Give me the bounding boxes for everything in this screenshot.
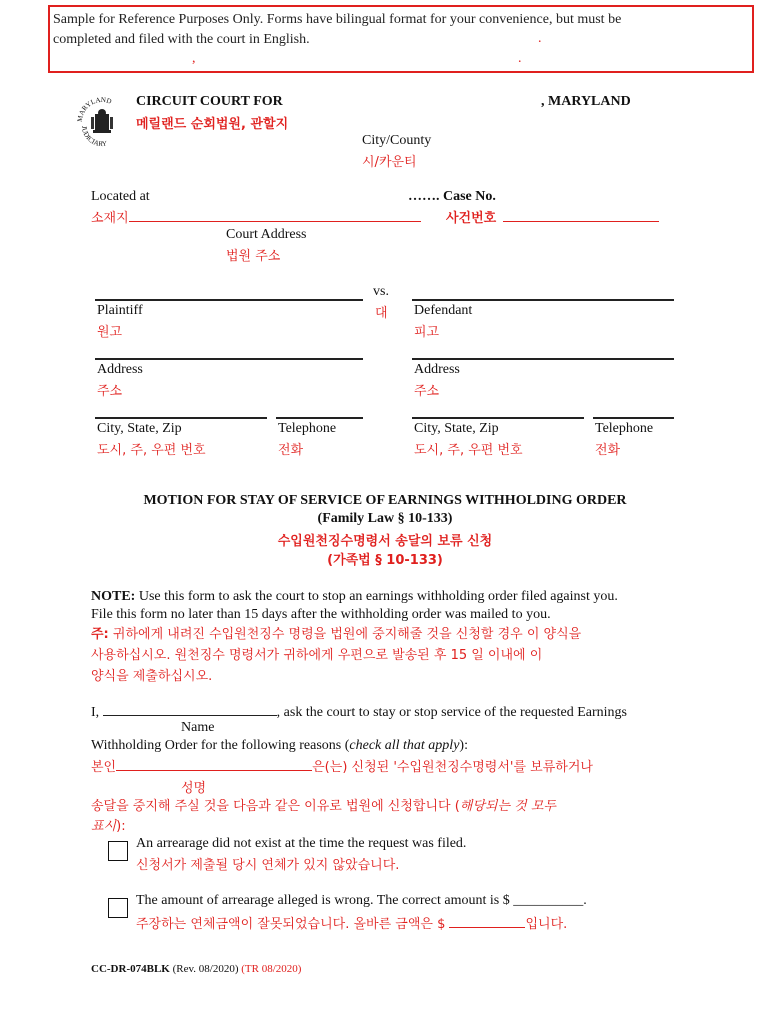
reason-text-ko: 송달을 중지해 주실 것을 다음과 같은 이유로 법원에 신청합니다 ( [91, 799, 460, 814]
plaintiff-name-line[interactable] [95, 299, 363, 301]
check-all-text: check all that apply [349, 738, 460, 753]
request-line-ko-2 [91, 797, 556, 837]
withholding-text: Withholding Order for the following reasons ( [91, 738, 350, 753]
form-footer [91, 963, 301, 975]
defendant-phone-label-ko: 전화 [595, 443, 621, 458]
option-1-text: An arrearage did not exist at the time the request was filed. [136, 836, 467, 851]
court-title-ko: 메릴랜드 순회법원, 관할지 [136, 117, 289, 132]
defendant-label: Defendant [414, 303, 473, 318]
defendant-phone-label: Telephone [595, 421, 654, 436]
wrong-amount-checkbox[interactable] [108, 898, 128, 918]
motion-title-ko: 수입원천징수명령서 송달의 보류 신청 [277, 534, 493, 549]
motion-subtitle-ko: (가족법 § 10-133) [327, 553, 443, 568]
defendant-csz-label: City, State, Zip [414, 421, 499, 436]
notice-line-1: Sample for Reference Purposes Only. Forms have bilingual format for your convenience, but must be [53, 12, 622, 27]
note-text-ko-3: 양식을 제출하십시오. [91, 669, 213, 684]
notice-line-2: completed and filed with the court in English. [53, 32, 310, 47]
defendant-address-line[interactable] [412, 358, 674, 360]
option-2-text-ko [136, 913, 567, 932]
form-tr: (TR 08/2020) [241, 963, 302, 975]
vs-label: vs. [373, 284, 389, 299]
plaintiff-label: Plaintiff [97, 303, 143, 318]
notice-comma: , [192, 51, 196, 66]
court-address-label-ko: 법원 주소 [226, 249, 281, 264]
request-line-1 [91, 703, 627, 721]
plaintiff-csz-label: City, State, Zip [97, 421, 182, 436]
check-all-text-ko-2: 표시 [91, 819, 117, 834]
option-2-text-ko-end: 입니다. [525, 917, 568, 932]
seal-top-text: MARYLAND [76, 95, 113, 123]
plaintiff-address-line[interactable] [95, 358, 363, 360]
case-no-label: ……. Case No. [408, 189, 496, 204]
ask-text: , ask the court to stay or stop service of the requested Earnings [276, 705, 627, 720]
located-at-text-ko: 소재지 [91, 211, 129, 226]
seal-bottom-text: JUDICIARY [79, 125, 108, 149]
note-text-ko-1: 귀하에게 내려진 수입원천징수 명령을 법원에 중지해줄 것을 신청할 경우 이 양식을 [108, 627, 582, 642]
form-id: CC-DR-074BLK [91, 963, 170, 975]
note-label: NOTE: [91, 589, 136, 604]
no-arrearage-checkbox[interactable] [108, 841, 128, 861]
note-text-1: Use this form to ask the court to stop an earnings withholding order filed against you. [135, 589, 618, 604]
plaintiff-phone-label-ko: 전화 [278, 443, 304, 458]
case-no-field[interactable] [503, 209, 659, 222]
plaintiff-phone-label: Telephone [278, 421, 337, 436]
maryland-judiciary-seal [76, 92, 128, 152]
court-title: CIRCUIT COURT FOR [136, 94, 283, 109]
note-paragraph [91, 588, 618, 624]
option-1-text-ko: 신청서가 제출될 당시 연체가 있지 않았습니다. [136, 858, 400, 873]
defendant-csz-label-ko: 도시, 주, 우편 번호 [414, 443, 523, 458]
motion-title: MOTION FOR STAY OF SERVICE OF EARNINGS WITHHOLDING ORDER [143, 493, 627, 508]
name-field-ko[interactable] [116, 758, 312, 771]
name-label: Name [181, 720, 215, 735]
withholding-end-text: ): [459, 738, 468, 753]
correct-amount-field-ko[interactable] [449, 915, 525, 928]
ask-text-ko: 은(는) 신청된 '수입원천징수명령서'를 보류하거나 [312, 760, 593, 775]
case-no-text-ko: 사건번호 [446, 211, 497, 226]
located-at-label: Located at [91, 189, 150, 204]
sample-notice-box [48, 5, 754, 73]
plaintiff-address-label-ko: 주소 [97, 384, 123, 399]
note-text-2: File this form no later than 15 days after the withholding order was mailed to you. [91, 607, 551, 622]
defendant-address-label: Address [414, 362, 460, 377]
note-label-ko: 주: [91, 627, 109, 642]
city-county-label: City/County [362, 133, 432, 148]
option-2-text: The amount of arrearage alleged is wrong. The correct amount is $ __________. [136, 893, 587, 908]
motion-subtitle: (Family Law § 10-133) [317, 511, 453, 526]
plaintiff-phone-line[interactable] [276, 417, 363, 419]
note-paragraph-ko [91, 624, 581, 687]
request-line-ko-1 [91, 756, 593, 775]
city-county-label-ko: 시/카운티 [362, 155, 417, 170]
defendant-phone-line[interactable] [593, 417, 674, 419]
located-at-label-ko [91, 207, 421, 226]
plaintiff-csz-label-ko: 도시, 주, 우편 번호 [97, 443, 206, 458]
plaintiff-csz-line[interactable] [95, 417, 267, 419]
location-field[interactable] [129, 209, 421, 222]
check-all-text-ko: 해당되는 것 모두 [459, 799, 556, 814]
name-label-ko: 성명 [181, 781, 207, 796]
me-label-ko: 본인 [91, 760, 117, 775]
option-2-text-ko-main: 주장하는 연체금액이 잘못되었습니다. 올바른 금액은 $ [136, 917, 446, 932]
notice-dot-1: . [538, 31, 542, 46]
notice-dot-2: . [518, 51, 522, 66]
court-address-label: Court Address [226, 227, 307, 242]
request-line-2 [91, 738, 468, 754]
note-text-ko-2: 사용하십시오. 원천징수 명령서가 귀하에게 우편으로 발송된 후 15 일 이내에 이 [91, 648, 543, 663]
defendant-address-label-ko: 주소 [414, 384, 440, 399]
seal-icon [76, 92, 128, 152]
form-rev: (Rev. 08/2020) [169, 963, 242, 975]
vs-label-ko: 대 [375, 306, 388, 321]
reason-end-ko: ): [116, 819, 126, 834]
defendant-csz-line[interactable] [412, 417, 584, 419]
case-no-label-ko [446, 207, 659, 226]
i-label: I, [91, 705, 100, 720]
plaintiff-label-ko: 원고 [97, 325, 123, 340]
state-label: , MARYLAND [541, 94, 631, 109]
plaintiff-address-label: Address [97, 362, 143, 377]
name-field[interactable] [103, 703, 277, 716]
defendant-label-ko: 피고 [414, 325, 440, 340]
defendant-name-line[interactable] [412, 299, 674, 301]
